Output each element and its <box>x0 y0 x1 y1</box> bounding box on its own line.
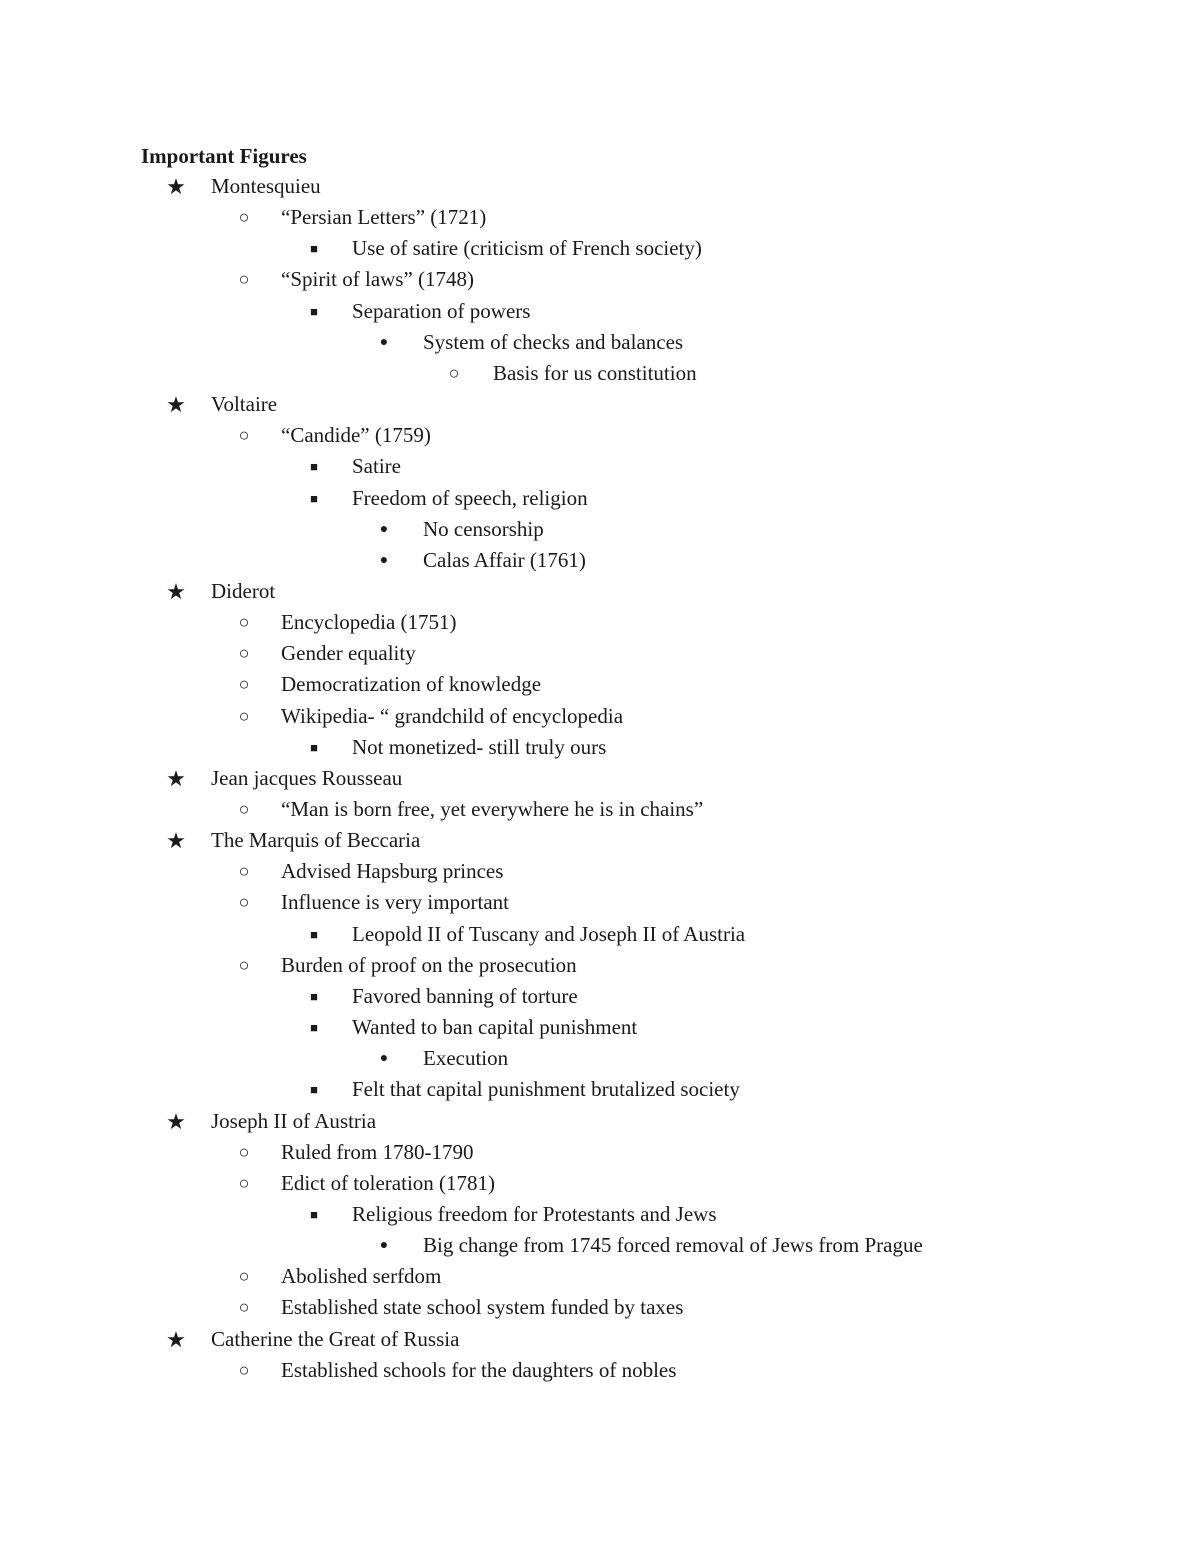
list-item <box>0 545 1200 576</box>
list-item <box>0 358 1200 389</box>
square-icon: ■ <box>310 739 318 755</box>
list-item-text: Freedom of speech, religion <box>352 485 588 510</box>
square-icon: ■ <box>310 241 318 257</box>
list-item-text: Favored banning of torture <box>352 983 578 1008</box>
list-item <box>0 669 1200 700</box>
square-icon: ■ <box>310 988 318 1004</box>
list-item-text: Big change from 1745 forced removal of Jews from Prague <box>423 1233 923 1258</box>
list-item-text: Montesquieu <box>211 174 321 198</box>
square-icon: ■ <box>310 490 318 506</box>
square-icon: ■ <box>310 1020 318 1036</box>
list-item <box>0 919 1200 950</box>
star-icon: ★ <box>166 1108 186 1134</box>
list-item <box>0 1074 1200 1105</box>
list-item <box>0 1199 1200 1230</box>
star-icon: ★ <box>166 578 186 604</box>
square-icon: ■ <box>310 1082 318 1098</box>
list-item <box>0 887 1200 918</box>
square-icon: ■ <box>310 926 318 942</box>
list-item-text: “Spirit of laws” (1748) <box>281 267 475 292</box>
list-item-text: No censorship <box>423 516 544 541</box>
list-item <box>0 1261 1200 1292</box>
list-item <box>0 638 1200 669</box>
list-item-text: Abolished serfdom <box>281 1264 442 1289</box>
list-item <box>0 1043 1200 1074</box>
disc-icon: ● <box>379 334 389 350</box>
list-item-text: Catherine the Great of Russia <box>211 1326 460 1351</box>
list-item <box>0 420 1200 451</box>
list-item-text: Wanted to ban capital punishment <box>352 1015 638 1040</box>
circle-outline-icon: ○ <box>238 207 250 228</box>
list-item-text: Basis for us constitution <box>493 360 697 385</box>
circle-outline-icon: ○ <box>238 1141 250 1162</box>
list-item <box>0 1168 1200 1199</box>
disc-icon: ● <box>379 1051 389 1067</box>
list-item <box>0 483 1200 514</box>
list-item <box>0 1106 1200 1137</box>
list-item <box>0 514 1200 545</box>
list-item-text: Gender equality <box>281 641 416 666</box>
list-item <box>0 1324 1200 1355</box>
circle-outline-icon: ○ <box>238 674 250 695</box>
disc-icon: ● <box>379 521 389 537</box>
list-item <box>0 264 1200 295</box>
list-item <box>0 296 1200 327</box>
list-item <box>0 856 1200 887</box>
star-icon: ★ <box>166 765 186 791</box>
list-item <box>0 763 1200 794</box>
circle-outline-icon: ○ <box>238 643 250 664</box>
circle-outline-icon: ○ <box>238 892 250 913</box>
circle-outline-icon: ○ <box>238 705 250 726</box>
list-item-text: Separation of powers <box>352 298 531 323</box>
list-item <box>0 950 1200 981</box>
list-item-text: Joseph II of Austria <box>211 1108 377 1133</box>
list-item <box>0 1137 1200 1168</box>
list-item <box>0 1292 1200 1323</box>
square-icon: ■ <box>310 1206 318 1222</box>
list-item-text: Democratization of knowledge <box>281 672 542 697</box>
list-item <box>0 981 1200 1012</box>
disc-icon: ● <box>379 552 389 568</box>
star-icon: ★ <box>166 392 186 418</box>
list-item-text: Diderot <box>211 578 276 603</box>
list-item <box>0 171 1200 202</box>
list-item-text: “Persian Letters” (1721) <box>281 205 487 230</box>
list-item-text: Execution <box>423 1046 509 1071</box>
list-item <box>0 389 1200 420</box>
list-item <box>0 825 1200 856</box>
list-item-text: Established schools for the daughters of nobles <box>281 1357 677 1382</box>
star-icon: ★ <box>166 1326 186 1352</box>
disc-icon: ● <box>379 1238 389 1254</box>
list-item-text: Influence is very important <box>281 890 510 915</box>
list-item <box>0 327 1200 358</box>
list-item <box>0 233 1200 264</box>
list-item <box>0 202 1200 233</box>
circle-outline-icon: ○ <box>238 1172 250 1193</box>
list-item-text: Use of satire (criticism of French society) <box>352 236 702 261</box>
list-item-text: Burden of proof on the prosecution <box>281 952 577 977</box>
circle-outline-icon: ○ <box>238 269 250 290</box>
list-item-text: Jean jacques Rousseau <box>211 765 403 790</box>
list-item <box>0 794 1200 825</box>
list-item <box>0 701 1200 732</box>
square-icon: ■ <box>310 303 318 319</box>
list-item <box>0 451 1200 482</box>
list-item-text: Calas Affair (1761) <box>423 547 586 572</box>
circle-outline-icon: ○ <box>238 1359 250 1380</box>
list-item-text: The Marquis of Beccaria <box>211 828 421 853</box>
star-icon: ★ <box>166 174 186 199</box>
list-item-text: Not monetized- still truly ours <box>352 734 607 759</box>
circle-outline-icon: ○ <box>238 612 250 633</box>
circle-outline-icon: ○ <box>238 799 250 819</box>
list-item <box>0 1230 1200 1261</box>
list-item-text: Religious freedom for Protestants and Jews <box>352 1201 717 1226</box>
list-item-text: Satire <box>352 454 401 479</box>
star-icon: ★ <box>166 828 186 854</box>
circle-outline-icon: ○ <box>238 425 250 446</box>
list-item-text: System of checks and balances <box>423 329 684 354</box>
list-item-text: “Candide” (1759) <box>281 423 431 448</box>
list-item-text: Advised Hapsburg princes <box>281 859 504 884</box>
list-item <box>0 1355 1200 1386</box>
list-item <box>0 1012 1200 1043</box>
list-item-text: “Man is born free, yet everywhere he is in chains” <box>281 797 704 821</box>
list-item-text: Established state school system funded by taxes <box>281 1295 684 1320</box>
list-item-text: Felt that capital punishment brutalized society <box>352 1077 740 1102</box>
list-item-text: Voltaire <box>211 392 278 417</box>
list-item-text: Encyclopedia (1751) <box>281 610 457 635</box>
list-item <box>0 607 1200 638</box>
circle-outline-icon: ○ <box>238 1266 250 1287</box>
list-item <box>0 732 1200 763</box>
circle-outline-icon: ○ <box>448 362 460 383</box>
circle-outline-icon: ○ <box>238 954 250 975</box>
list-item-text: Edict of toleration (1781) <box>281 1170 496 1195</box>
square-icon: ■ <box>310 459 318 475</box>
list-item-text: Wikipedia- “ grandchild of encyclopedia <box>281 703 624 728</box>
list-item-text: Leopold II of Tuscany and Joseph II of Austria <box>352 921 746 946</box>
list-item-text: Ruled from 1780-1790 <box>281 1139 474 1164</box>
list-item <box>0 576 1200 607</box>
circle-outline-icon: ○ <box>238 861 250 882</box>
circle-outline-icon: ○ <box>238 1297 250 1318</box>
section-heading: Important Figures <box>141 144 307 168</box>
